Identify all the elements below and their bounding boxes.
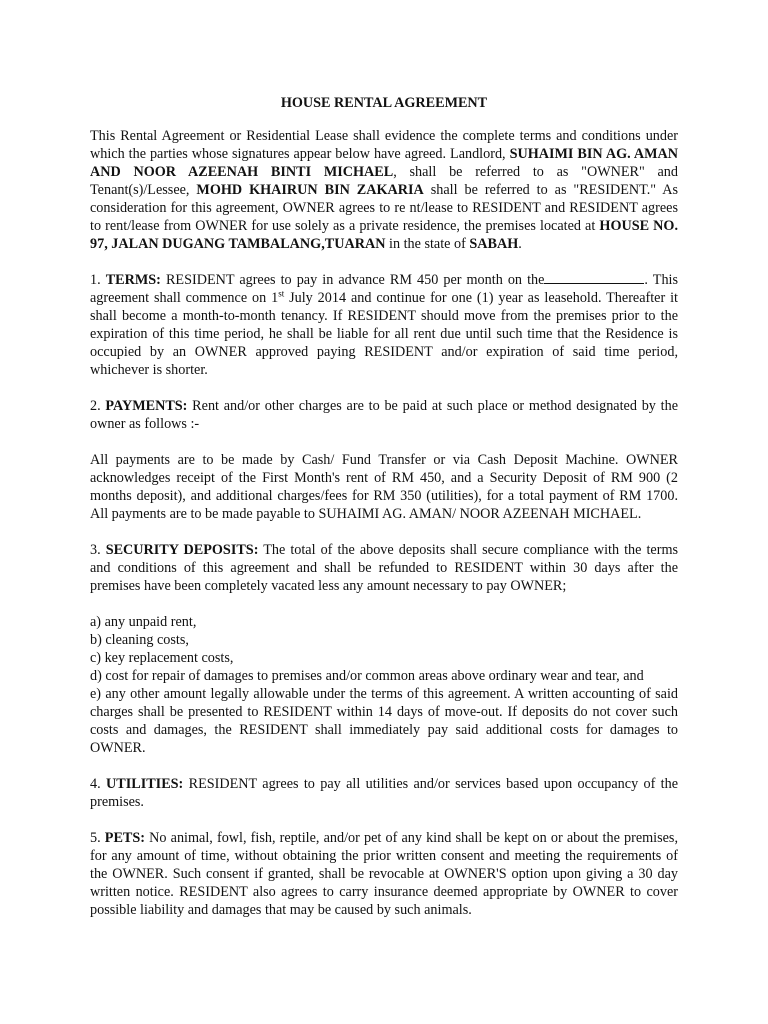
state-name: SABAH xyxy=(469,236,519,252)
pets-section: 5. PETS: No animal, fowl, fish, reptile, and/or pet of any kind shall be kept on or about the premises, for any amount of time, without obtaining the prior written consent and meeting the requirements of the OWNER. Such consent if granted, shall be revocable at OWNER'S option upon giving a 30 day written notice. RESIDENT also agrees to carry insurance deemed appropriate by OWNER to cover possible liability and damages that may be caused by such animals. xyxy=(90,830,678,918)
payment-date-blank xyxy=(544,271,644,284)
tenant-name: MOHD KHAIRUN BIN ZAKARIA xyxy=(196,182,424,198)
document-body xyxy=(90,94,678,919)
document-title: HOUSE RENTAL AGREEMENT xyxy=(280,95,488,111)
utilities-heading: UTILITIES: xyxy=(106,776,184,792)
terms-heading: TERMS: xyxy=(105,272,161,288)
list-item: b) cleaning costs, xyxy=(90,632,189,648)
payments-section: 2. PAYMENTS: Rent and/or other charges are to be paid at such place or method designated by the owner as follows :- xyxy=(90,398,678,432)
deduction-list xyxy=(90,613,678,757)
list-item: a) any unpaid rent, xyxy=(90,614,197,630)
terms-section: 1. TERMS: RESIDENT agrees to pay in advance RM 450 per month on the . This agreement shall commence on 1st July 2014 and continue for one (1) year as leasehold. Thereafter it shall become a month-to-month tenancy. If RESIDENT should move from the premises prior to the expiration of this time period, he shall be liable for all rent due until such time that the Residence is occupied by an OWNER approved paying RESIDENT and/or expiration of said time period, whichever is shorter. xyxy=(90,272,678,378)
landlord-name: SUHAIMI BIN AG. AMAN AND NOOR AZEENAH BINTI MICHAEL xyxy=(90,146,678,180)
security-deposits-section: 3. SECURITY DEPOSITS: The total of the above deposits shall secure compliance with the terms and conditions of this agreement and shall be refunded to RESIDENT within 30 days after the premises have been completely vacated less any amount necessary to pay OWNER; xyxy=(90,542,678,594)
list-item: e) any other amount legally allowable under the terms of this agreement. A written accounting of said charges shall be presented to RESIDENT within 14 days of move-out. If deposits do not cover such costs and damages, the RESIDENT shall immediately pay said additional costs for damages to OWNER. xyxy=(90,686,678,756)
list-item: d) cost for repair of damages to premises and/or common areas above ordinary wear and tear, and xyxy=(90,668,644,684)
payments-heading: PAYMENTS: xyxy=(105,398,188,414)
premises-address: HOUSE NO. 97, JALAN DUGANG TAMBALANG,TUARAN xyxy=(90,218,679,252)
security-deposits-heading: SECURITY DEPOSITS: xyxy=(105,542,259,558)
pets-heading: PETS: xyxy=(104,830,146,846)
payments-details: All payments are to be made by Cash/ Fund Transfer or via Cash Deposit Machine. OWNER acknowledges receipt of the First Month's rent of RM 450, and a Security Deposit of RM 900 (2 months deposit), and additional charges/fees for RM 350 (utilities), for a total payment of RM 1700. All payments are to be made payable to SUHAIMI AG. AMAN/ NOOR AZEENAH MICHAEL. xyxy=(90,452,678,522)
utilities-section: 4. UTILITIES: RESIDENT agrees to pay all utilities and/or services based upon occupancy of the premises. xyxy=(90,776,679,810)
intro-paragraph: This Rental Agreement or Residential Lease shall evidence the complete terms and conditions under which the parties whose signatures appear below have agreed. Landlord, SUHAIMI BIN AG. AMAN AND NOOR AZEENAH BINTI MICHAEL, shall be referred to as "OWNER" and Tenant(s)/Lessee, MOHD KHAIRUN BIN ZAKARIA shall be referred to as "RESIDENT." As consideration for this agreement, OWNER agrees to re nt/lease to RESIDENT and RESIDENT agrees to rent/lease from OWNER for use solely as a private residence, the premises located at HOUSE NO. 97, JALAN DUGANG TAMBALANG,TUARAN in the state of SABAH. xyxy=(90,128,679,252)
list-item: c) key replacement costs, xyxy=(90,650,234,666)
